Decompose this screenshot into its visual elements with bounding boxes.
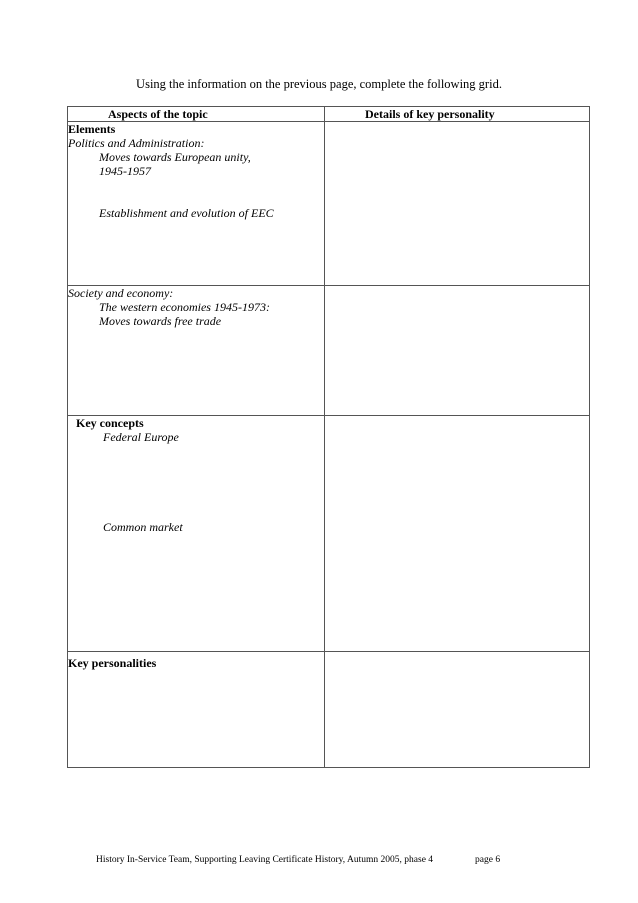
item-federal-europe: Federal Europe <box>103 430 179 444</box>
header-aspects: Aspects of the topic <box>68 107 325 122</box>
details-cell-key-personalities[interactable] <box>325 652 590 768</box>
aspect-cell-key-personalities <box>68 652 325 768</box>
item-western-economies: The western economies 1945-1973: <box>99 300 270 314</box>
details-cell-key-concepts[interactable] <box>325 416 590 652</box>
row-heading-key-personalities: Key personalities <box>68 656 157 670</box>
item-eec: Establishment and evolution of EEC <box>99 206 274 220</box>
row-heading-elements: Elements <box>68 122 116 136</box>
header-details: Details of key personality <box>325 107 590 122</box>
details-cell-elements[interactable] <box>325 122 590 286</box>
instruction-text: Using the information on the previous page, complete the following grid. <box>136 77 502 91</box>
answer-grid <box>67 106 590 768</box>
grid-row-elements <box>68 122 590 286</box>
page-footer <box>96 855 500 866</box>
row-heading-key-concepts: Key concepts <box>76 416 144 430</box>
item-european-unity: Moves towards European unity, 1945-1957 <box>99 150 251 178</box>
page-number: page 6 <box>475 855 501 865</box>
row-subheading-politics: Politics and Administration: <box>68 136 205 150</box>
footer-text: History In-Service Team, Supporting Leaving Certificate History, Autumn 2005, phase 4 <box>96 855 434 865</box>
grid-row-key-personalities <box>68 652 590 768</box>
aspect-cell-society <box>68 286 325 416</box>
grid-header-row <box>68 107 590 122</box>
aspect-cell-elements <box>68 122 325 286</box>
details-cell-society[interactable] <box>325 286 590 416</box>
item-free-trade: Moves towards free trade <box>99 314 222 328</box>
aspect-cell-key-concepts <box>68 416 325 652</box>
row-subheading-society: Society and economy: <box>68 286 174 300</box>
grid-row-key-concepts <box>68 416 590 652</box>
grid-row-society <box>68 286 590 416</box>
item-common-market: Common market <box>103 520 183 534</box>
